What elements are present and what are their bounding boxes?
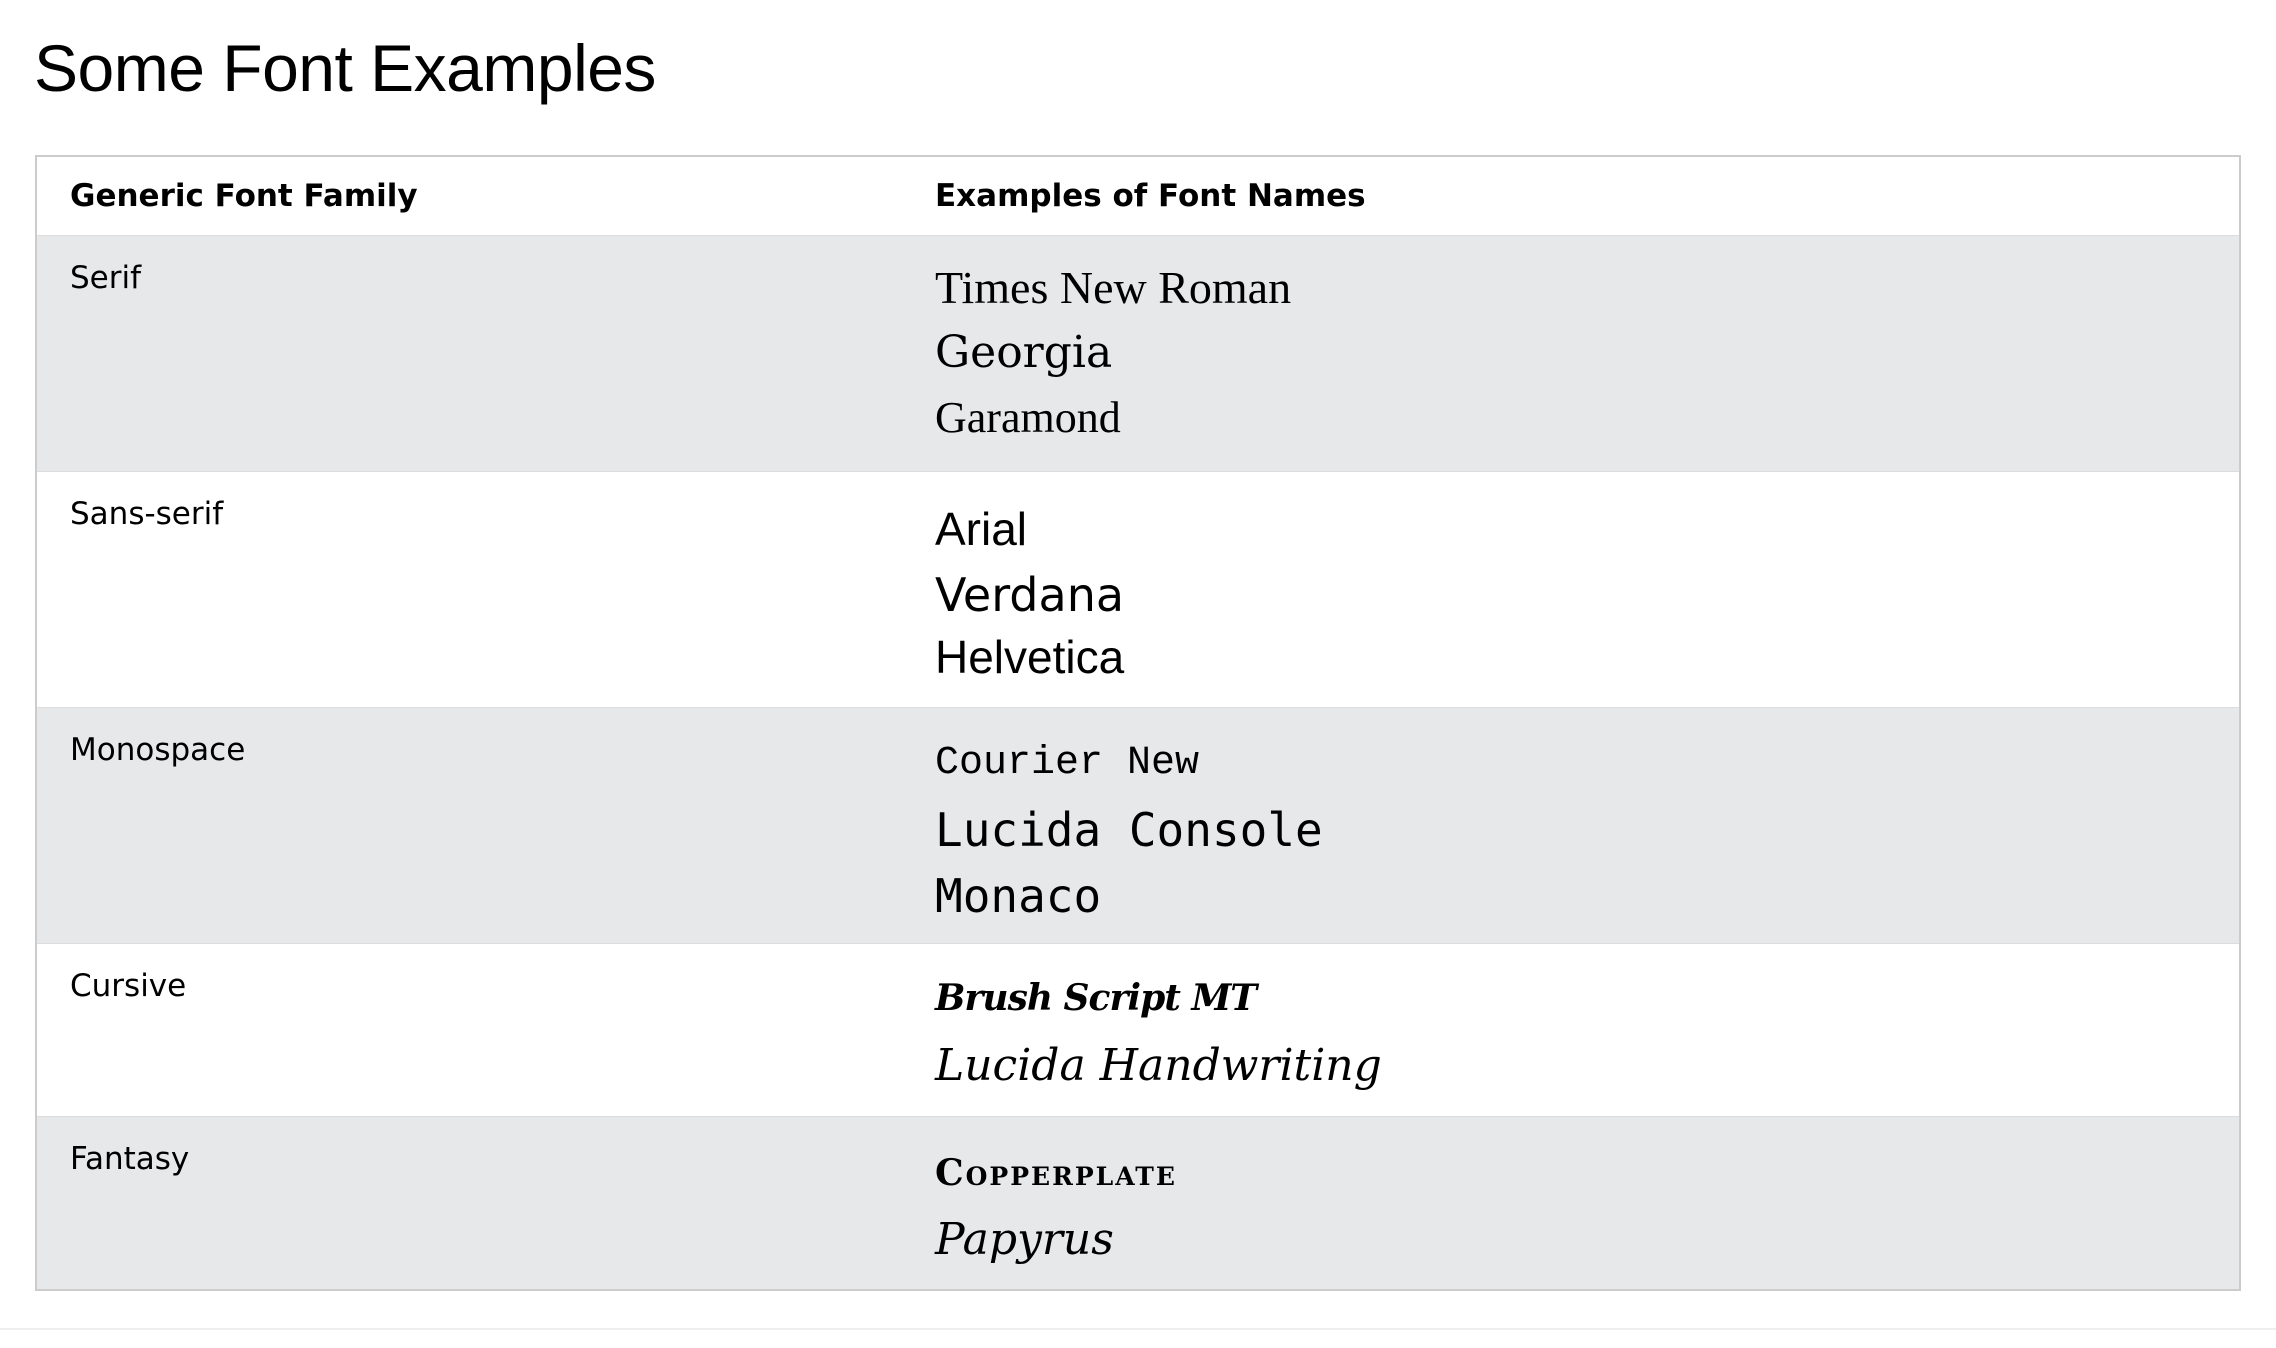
header-generic-font-family: Generic Font Family bbox=[36, 156, 935, 236]
font-example-papyrus: Papyrus bbox=[935, 1214, 1114, 1265]
table-row-cursive bbox=[36, 944, 2240, 1117]
font-example-copperplate: Copperplate bbox=[935, 1152, 1177, 1194]
family-cell: Cursive bbox=[70, 968, 187, 1004]
font-examples-table bbox=[35, 155, 2241, 1291]
font-example-verdana: Verdana bbox=[935, 568, 1125, 622]
font-example-helvetica: Helvetica bbox=[935, 631, 1125, 683]
table-row-serif bbox=[36, 236, 2240, 472]
font-example-times-new-roman: Times New Roman bbox=[935, 262, 1292, 313]
family-cell: Sans-serif bbox=[70, 496, 224, 532]
font-example-brush-script-mt: Brush Script MT bbox=[935, 977, 1257, 1019]
table-header-row bbox=[36, 156, 2240, 236]
examples-cell bbox=[935, 236, 2240, 472]
examples-cell bbox=[935, 1117, 2240, 1291]
family-cell: Monospace bbox=[70, 732, 246, 768]
table-row-fantasy bbox=[36, 1117, 2240, 1291]
header-examples-of-font-names: Examples of Font Names bbox=[935, 156, 2240, 236]
bottom-divider bbox=[0, 1328, 2276, 1330]
examples-cell bbox=[935, 472, 2240, 708]
font-example-arial: Arial bbox=[935, 503, 1028, 555]
table-row-monospace bbox=[36, 708, 2240, 944]
page-title: Some Font Examples bbox=[34, 31, 656, 105]
font-example-courier-new: Courier New bbox=[935, 741, 1200, 786]
family-cell: Serif bbox=[70, 260, 142, 296]
font-example-georgia: Georgia bbox=[935, 327, 1113, 378]
font-example-garamond: Garamond bbox=[935, 393, 1121, 442]
examples-cell bbox=[935, 708, 2240, 944]
font-example-monaco: Monaco bbox=[935, 869, 1102, 923]
examples-cell bbox=[935, 944, 2240, 1117]
family-cell: Fantasy bbox=[70, 1141, 190, 1177]
table-row-sans-serif bbox=[36, 472, 2240, 708]
font-example-lucida-handwriting: Lucida Handwriting bbox=[935, 1040, 1382, 1091]
font-example-lucida-console: Lucida Console bbox=[935, 803, 1323, 857]
